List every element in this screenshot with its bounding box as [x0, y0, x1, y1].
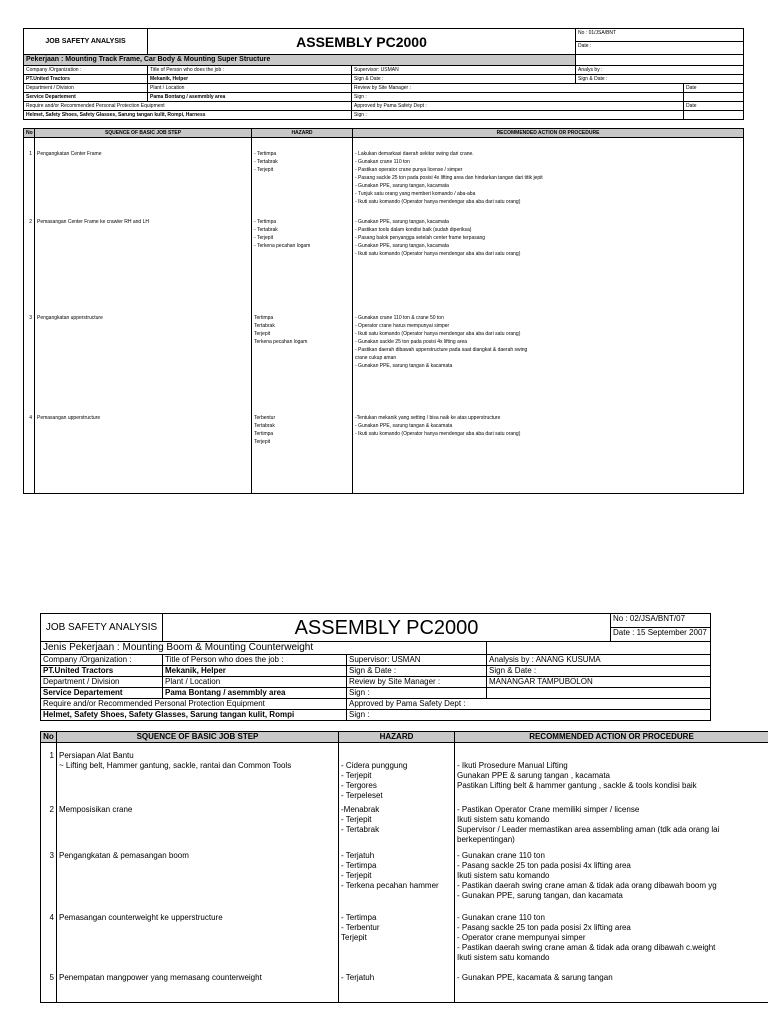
title-person-label: Title of Person who does the job :: [148, 66, 352, 75]
analysis-sign-date: Sign & Date :: [487, 666, 711, 677]
step-number-text: 3: [29, 314, 32, 321]
recommended-action-line: - Gunakan crane 110 ton: [355, 159, 410, 165]
table-row: [24, 218, 744, 314]
step-number: [41, 913, 57, 973]
supervisor-sign-date: Sign & Date :: [352, 75, 576, 84]
review-label: Review by Site Manager :: [352, 84, 684, 93]
hazard-list-line: - Terkena pecahan hammer: [341, 880, 439, 890]
step-number-text: 1: [29, 151, 32, 157]
recommended-action-line: Supervisor / Leader memastikan area assembling aman (tdk ada orang lai: [457, 824, 720, 834]
recommended-action-line: - Gunakan PPE, sarung tangan, kacamata: [355, 242, 449, 249]
job-step-line: Penempatan mangpower yang memasang counterweight: [59, 972, 262, 982]
hazard-list-line: Terjepit: [254, 438, 271, 445]
job-step: [57, 805, 339, 851]
hazard-list-line: - Tertabrak: [254, 226, 278, 233]
approved-label: Approved by Pama Safety Dept :: [352, 102, 684, 111]
job-step-line: Pemasangan counterweight ke upperstructure: [59, 912, 223, 922]
company-label: Company /Organization :: [24, 66, 148, 75]
recommended-action-line: - Gunakan PPE, sarung tangan, kacamata: [355, 218, 449, 225]
empty-cell: [487, 642, 711, 655]
recommended-action-line: Ikuti sistem satu komando: [457, 952, 550, 962]
jsa-label: JOB SAFETY ANALYSIS: [24, 29, 148, 55]
hazard-list-line: - Tertimpa: [254, 218, 277, 225]
job-step: [57, 973, 339, 1003]
hazard-list-line: Tertimpa: [254, 314, 274, 321]
table-row: [41, 973, 768, 1003]
ppe-label: Require and/or Recommended Personal Protection Equipment: [24, 102, 352, 111]
hazard-list-line: - Terjepit: [341, 870, 372, 880]
recommended-action-line: berkepentingan): [457, 834, 515, 844]
col-step-header: SQUENCE OF BASIC JOB STEP: [35, 129, 252, 138]
empty-cell: [684, 93, 744, 102]
document-title: ASSEMBLY PC2000: [163, 614, 611, 642]
hazard-list-line: Tertabrak: [254, 322, 275, 329]
department-value: Service Departement: [41, 688, 163, 699]
job-step: [57, 851, 339, 913]
recommended-action-line: - Gunakan PPE, sarung tangan, kacamata: [355, 183, 449, 189]
hazard-list-line: - Terkena pecahan logam: [254, 242, 311, 249]
hazard-list-line: - Tertimpa: [341, 860, 377, 870]
job-steps-table: [40, 731, 768, 1003]
supervisor: Supervisor: USMAN: [347, 655, 487, 666]
ppe-value: Helmet, Safety Shoes, Safety Glasses, Sarung tangan kulit, Rompi, Harness: [24, 111, 352, 120]
job-step-text: Pemasangan upperstructure: [37, 414, 101, 421]
table-row: [24, 314, 744, 414]
jsa-header-table: [23, 28, 744, 120]
hazard-list-line: - Terbentur: [341, 922, 380, 932]
title-person-label: Title of Person who does the job :: [163, 655, 347, 666]
plant-value: Pama Bontang / asemmbly area: [148, 93, 352, 102]
step-number-text: 4: [49, 912, 54, 922]
recommended-action: [455, 973, 768, 1003]
recommended-action-line: - Gunakan PPE, sarung tangan, dan kacamata: [457, 890, 623, 900]
recommended-action-line: - Pastikan daerah dibawah upperstructure pada saat diangkat & daerah swing: [355, 346, 528, 353]
job-step: [35, 414, 252, 494]
recommended-action-line: - Pastikan daerah swing crane aman & tidak ada orang dibawah boom yg: [457, 880, 717, 890]
document-date: Date : 15 September 2007: [611, 628, 711, 642]
step-number-text: 4: [29, 414, 32, 421]
plant-label: Plant / Location: [163, 677, 347, 688]
recommended-action-line: - Operator crane harus mempunyai simper: [355, 322, 450, 329]
review-date: Date: [684, 84, 744, 93]
recommended-action: [353, 414, 744, 494]
recommended-action: [455, 805, 768, 851]
hazard-list-line: - Terjepit: [254, 234, 274, 241]
recommended-action-line: - Gunakan crane 110 ton & crane 50 ton: [355, 314, 444, 321]
hazard-list: [339, 743, 455, 805]
recommended-action-line: crane cukup aman: [355, 354, 397, 361]
hazard-list: [339, 973, 455, 1003]
recommended-action-line: - Tunjuk satu orang yang memberi komando / aba-aba: [355, 191, 476, 197]
recommended-action-line: - Pastikan Operator Crane memiliki simper / license: [457, 804, 640, 814]
recommended-action-line: - Pasang sackle 25 ton pada posisi 4x lifting area dan hindarkan tangan dari titik jepit: [355, 175, 543, 181]
approved-sign: Sign :: [352, 111, 684, 120]
job-step: [57, 743, 339, 805]
job-step-line: ~ Lifting belt, Hammer gantung, sackle, rantai dan Common Tools: [59, 761, 292, 770]
col-no-header: No: [24, 129, 35, 138]
hazard-list-line: - Cidera punggung: [341, 761, 408, 770]
job-step: [35, 138, 252, 218]
department-value: Service Departement: [24, 93, 148, 102]
step-number-text: 1: [49, 751, 54, 760]
hazard-list-line: - Terjepit: [341, 814, 372, 824]
col-action-header: RECOMMENDED ACTION OR PROCEDURE: [353, 129, 744, 138]
recommended-action-line: - Pastikan tools dalam kondisi baik (sudah diperiksa): [355, 226, 472, 233]
table-row: [24, 138, 744, 218]
table-row: [41, 805, 768, 851]
recommended-action-line: - Ikuti satu komando (Operator hanya mendengar aba aba dari satu orang): [355, 330, 521, 337]
analysis-sign-date: Sign & Date :: [576, 75, 744, 84]
hazard-list: [252, 138, 353, 218]
hazard-list-line: - Terjatuh: [341, 850, 375, 860]
recommended-action-line: - Gunakan crane 110 ton: [457, 850, 545, 860]
recommended-action-line: Ikuti sistem satu komando: [457, 870, 550, 880]
recommended-action-line: - Pastikan daerah swing crane aman & tidak ada orang dibawah c.weight: [457, 942, 716, 952]
document-title: ASSEMBLY PC2000: [148, 29, 576, 55]
ppe-label: Require and/or Recommended Personal Protection Equipment: [41, 699, 347, 710]
recommended-action-line: Ikuti sistem satu komando: [457, 814, 550, 824]
approved-date: Date: [684, 102, 744, 111]
hazard-list-line: - Tertabrak: [341, 824, 380, 834]
document-number: No : 01/JSA/BNT: [576, 29, 744, 42]
recommended-action-line: - Pasang balok penyangga setelah center frame terpasang: [355, 234, 486, 241]
analysis-by: Analys by :: [576, 66, 744, 75]
reviewer-name: MANANGAR TAMPUBOLON: [487, 677, 711, 688]
job-step-line: Pengangkatan & pemasangan boom: [59, 850, 189, 860]
hazard-list: [339, 805, 455, 851]
company-value: PT.United Tractors: [24, 75, 148, 84]
empty-cell: [576, 55, 744, 66]
job-step: [57, 913, 339, 973]
job-step-line: Persiapan Alat Bantu: [59, 751, 134, 760]
step-number: [41, 973, 57, 1003]
table-row: [41, 913, 768, 973]
review-sign: Sign :: [352, 93, 684, 102]
step-number-text: 5: [49, 972, 54, 982]
recommended-action-line: - Gunakan PPE, kacamata & sarung tangan: [457, 972, 613, 982]
table-row: [24, 414, 744, 494]
plant-label: Plant / Location: [148, 84, 352, 93]
recommended-action: [455, 743, 768, 805]
hazard-list: [339, 913, 455, 973]
recommended-action-line: Gunakan PPE & sarung tangan , kacamata: [457, 771, 610, 780]
hazard-list-line: Terkena pecahan logam: [254, 338, 308, 345]
jsa-document-1: [23, 28, 743, 494]
title-person-value: Mekanik, Helper: [148, 75, 352, 84]
empty-cell: [487, 688, 711, 699]
recommended-action-line: - Gunakan PPE, sarung tangan & kacamata: [355, 422, 453, 429]
col-action-header: RECOMMENDED ACTION OR PROCEDURE: [455, 732, 768, 743]
hazard-list: [252, 414, 353, 494]
ppe-value: Helmet, Safety Shoes, Safety Glasses, Sarung tangan kulit, Rompi: [41, 710, 347, 721]
step-number-text: 2: [49, 804, 54, 814]
hazard-list: [339, 851, 455, 913]
recommended-action-line: - Ikuti satu komando (Operator hanya mendengar aba aba dari satu orang): [355, 430, 521, 437]
hazard-list-line: - Terjepit: [254, 167, 274, 173]
recommended-action-line: - Pasang sackle 25 ton pada posisi 4x lifting area: [457, 860, 631, 870]
recommended-action-line: - Pastikan operator crane punya license / simper: [355, 167, 463, 173]
jsa-label: JOB SAFETY ANALYSIS: [41, 614, 163, 642]
job-step-text: Pemasangan Center Frame ke crawler RH and LH: [37, 218, 149, 225]
job-title: Jenis Pekerjaan : Mounting Boom & Mounting Counterweight: [41, 642, 487, 655]
recommended-action-line: - Ikuti Prosedure Manual Lifting: [457, 761, 568, 770]
col-no-header: No: [41, 732, 57, 743]
recommended-action: [455, 851, 768, 913]
department-label: Department / Division: [41, 677, 163, 688]
hazard-list-line: Terjepit: [341, 932, 367, 942]
approved-sign: Sign :: [347, 710, 711, 721]
hazard-list-line: - Tertimpa: [254, 151, 277, 157]
job-step: [35, 218, 252, 314]
hazard-list-line: - Terjatuh: [341, 972, 375, 982]
col-step-header: SQUENCE OF BASIC JOB STEP: [57, 732, 339, 743]
supervisor: Supervisor: USMAN: [352, 66, 576, 75]
hazard-list-line: Tertabrak: [254, 422, 275, 429]
department-label: Department / Division: [24, 84, 148, 93]
job-steps-table: [23, 128, 744, 494]
company-value: PT.United Tractors: [41, 666, 163, 677]
review-label: Review by Site Manager :: [347, 677, 487, 688]
hazard-list-line: Terbentur: [254, 414, 276, 421]
step-number: [41, 851, 57, 913]
hazard-list-line: - Tergores: [341, 781, 377, 790]
hazard-list-line: -Menabrak: [341, 804, 380, 814]
step-number: [24, 138, 35, 218]
job-step-text: Pengangkatan upperstructure: [37, 314, 103, 321]
table-row: [41, 743, 768, 805]
hazard-list: [252, 314, 353, 414]
job-step-text: Pengangkatan Center Frame: [37, 151, 102, 157]
hazard-list-line: - Tertimpa: [341, 912, 377, 922]
document-number: No : 02/JSA/BNT/07: [611, 614, 711, 628]
hazard-list-line: Terjepit: [254, 330, 271, 337]
job-step: [35, 314, 252, 414]
hazard-list-line: - Tertabrak: [254, 159, 278, 165]
recommended-action-line: - Ikuti satu komando (Operator hanya mendengar aba aba dari satu orang): [355, 199, 521, 205]
recommended-action: [353, 138, 744, 218]
recommended-action-line: [457, 751, 766, 761]
recommended-action-line: - Operator crane mempunyai simper: [457, 932, 586, 942]
job-title: Pekerjaan : Mounting Track Frame, Car Body & Mounting Super Structure: [24, 55, 576, 66]
recommended-action-line: - Pasang sackle 25 ton pada posisi 2x lifting area: [457, 922, 631, 932]
step-number: [41, 743, 57, 805]
hazard-list: [252, 218, 353, 314]
recommended-action-line: - Gunakan PPE, sarung tangan & kacamata: [355, 362, 453, 369]
step-number: [24, 218, 35, 314]
step-number: [41, 805, 57, 851]
recommended-action-line: - Ikuti satu komando (Operator hanya mendengar aba aba dari satu orang): [355, 250, 521, 257]
recommended-action-line: Pastikan Lifting belt & hammer gantung , sackle & tools kondisi baik: [457, 781, 697, 790]
recommended-action-line: - Gunakan crane 110 ton: [457, 912, 545, 922]
review-sign: Sign :: [347, 688, 487, 699]
jsa-document-2: [40, 613, 768, 1003]
hazard-list-line: [341, 751, 452, 761]
document-date: Date :: [576, 42, 744, 55]
table-row: [41, 851, 768, 913]
supervisor-sign-date: Sign & Date :: [347, 666, 487, 677]
recommended-action: [353, 314, 744, 414]
col-hazard-header: HAZARD: [339, 732, 455, 743]
analysis-by: Analysis by : ANANG KUSUMA: [487, 655, 711, 666]
recommended-action: [353, 218, 744, 314]
recommended-action-line: -Tentukan mekanik yang setting / bisa naik ke atas upperstructure: [355, 414, 501, 421]
step-number: [24, 414, 35, 494]
col-hazard-header: HAZARD: [252, 129, 353, 138]
plant-value: Pama Bontang / asemmbly area: [163, 688, 347, 699]
step-number-text: 2: [29, 218, 32, 225]
approved-label: Approved by Pama Safety Dept :: [347, 699, 711, 710]
recommended-action-line: - Lakukan demarkasi daerah sekitar swing dari crane.: [355, 151, 474, 157]
job-step-line: Memposisikan crane: [59, 804, 133, 814]
empty-cell: [684, 111, 744, 120]
recommended-action-line: - Gunakan sackle 25 ton pada posisi 4x lifting area: [355, 338, 468, 345]
recommended-action: [455, 913, 768, 973]
hazard-list-line: - Terpeleset: [341, 791, 383, 800]
hazard-list-line: Tertimpa: [254, 430, 274, 437]
step-number: [24, 314, 35, 414]
hazard-list-line: - Terjepit: [341, 771, 372, 780]
company-label: Company /Organization :: [41, 655, 163, 666]
step-number-text: 3: [49, 850, 54, 860]
title-person-value: Mekanik, Helper: [163, 666, 347, 677]
jsa-header-table: [40, 613, 711, 721]
